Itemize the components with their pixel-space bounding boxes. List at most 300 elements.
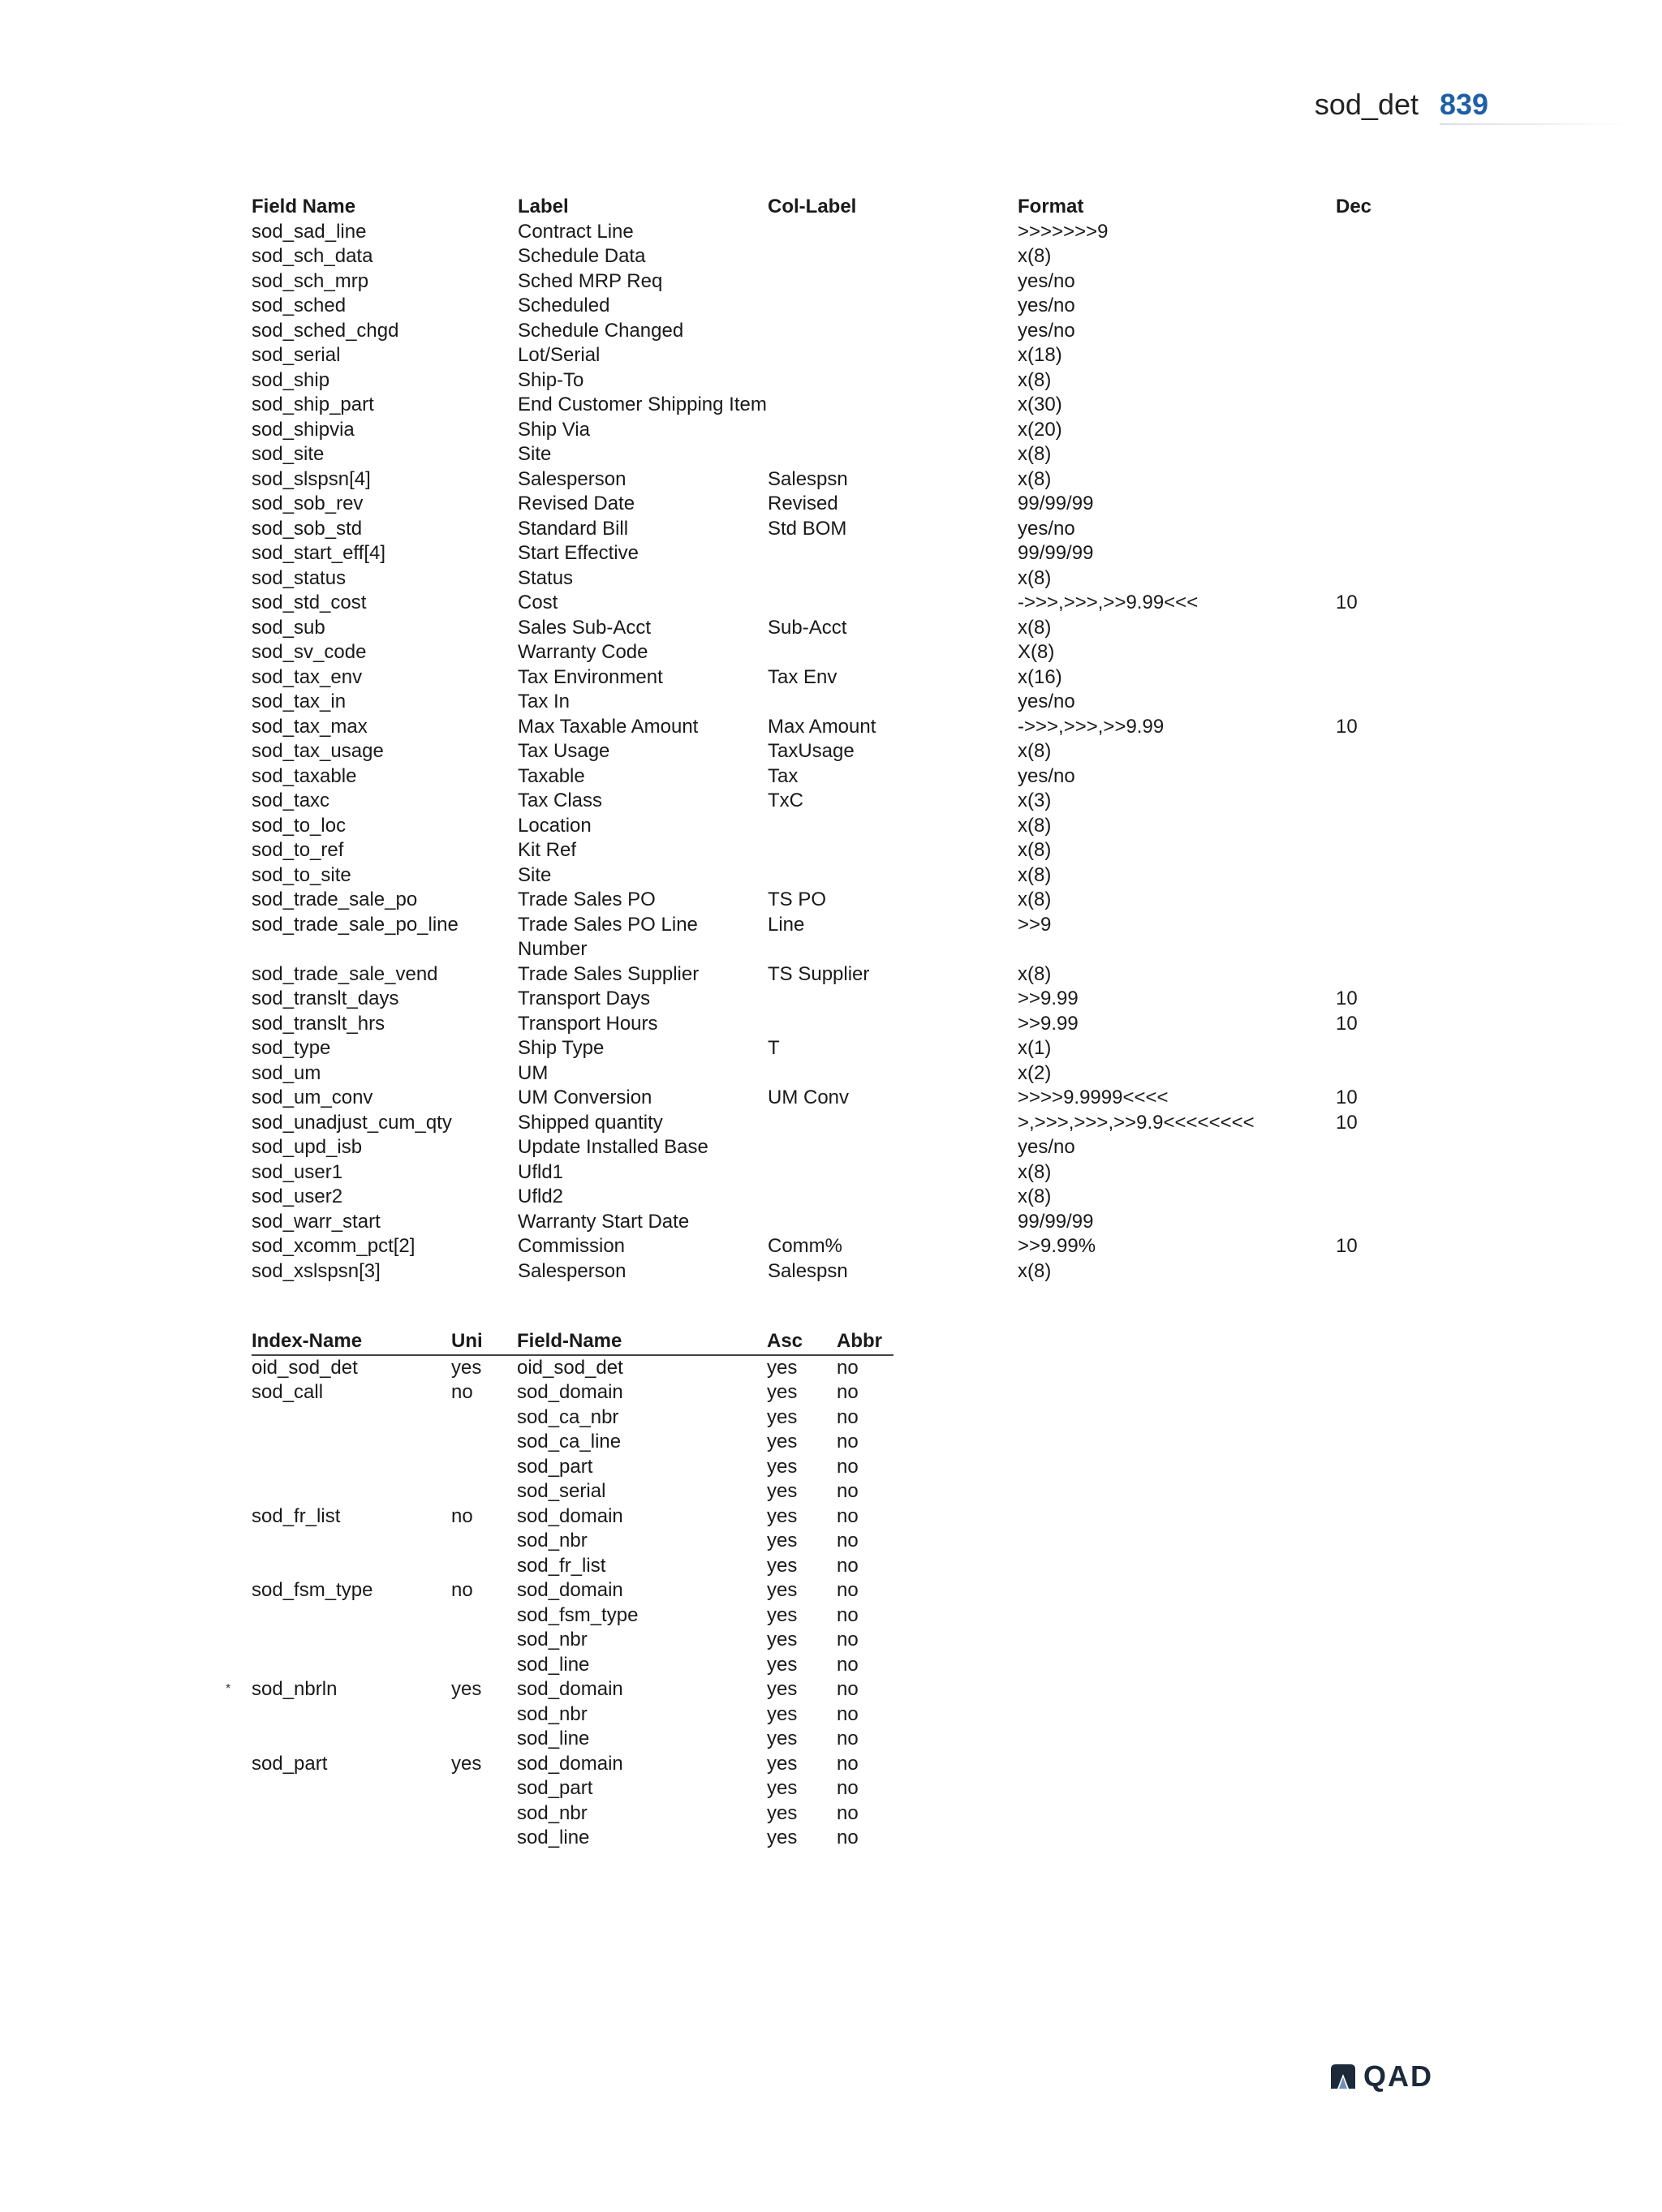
cell-label: Revised Date bbox=[518, 493, 635, 514]
cell-format: x(30) bbox=[1018, 394, 1062, 415]
cell-col-label: TaxUsage bbox=[768, 740, 855, 762]
table-row bbox=[252, 665, 1420, 691]
cell-label: Trade Sales PO Line Number bbox=[518, 913, 698, 960]
cell-abbr: no bbox=[837, 1801, 859, 1824]
col-header-uni: Uni bbox=[451, 1329, 517, 1356]
cell-col-label bbox=[768, 220, 1018, 245]
cell-dec bbox=[1336, 244, 1409, 269]
cell-asc: yes bbox=[767, 1381, 798, 1403]
table-row bbox=[226, 1702, 893, 1728]
cell-dec bbox=[1336, 739, 1409, 764]
page-header bbox=[0, 88, 1662, 136]
cell-format: 99/99/99 bbox=[1018, 493, 1094, 514]
cell-label: Ufld1 bbox=[518, 1160, 564, 1183]
table-row bbox=[226, 1727, 893, 1752]
cell-field-name: sod_sched bbox=[252, 295, 347, 316]
cell-field-name: sod_status bbox=[252, 566, 347, 589]
cell-dec bbox=[1336, 541, 1409, 566]
cell-format: x(8) bbox=[1018, 839, 1052, 861]
table-row bbox=[252, 244, 1420, 269]
cell-dec: 10 bbox=[1336, 592, 1358, 613]
cell-format: x(2) bbox=[1018, 1061, 1052, 1084]
logo-text: QAD bbox=[1363, 2059, 1433, 2093]
cell-dec bbox=[1336, 913, 1409, 962]
cell-field-name: sod_domain bbox=[517, 1579, 623, 1601]
cell-uni bbox=[451, 1801, 517, 1827]
cell-abbr: no bbox=[837, 1678, 859, 1700]
cell-label: Tax In bbox=[518, 691, 571, 712]
cell-col-label: TS PO bbox=[768, 889, 827, 910]
table-row bbox=[252, 888, 1420, 913]
cell-format: yes/no bbox=[1018, 1136, 1075, 1158]
cell-primary-marker: * bbox=[226, 1682, 231, 1696]
cell-asc: yes bbox=[767, 1702, 798, 1725]
table-row bbox=[252, 863, 1420, 889]
cell-uni bbox=[451, 1826, 517, 1851]
cell-label: Scheduled bbox=[518, 295, 610, 316]
cell-field-name: sod_sch_mrp bbox=[252, 269, 369, 292]
cell-field-name: sod_um_conv bbox=[252, 1087, 373, 1108]
fields-body bbox=[252, 220, 1420, 1285]
cell-field-name: sod_sob_std bbox=[252, 517, 363, 540]
table-row bbox=[226, 1801, 893, 1827]
table-row bbox=[252, 418, 1420, 443]
cell-format: yes/no bbox=[1018, 319, 1075, 342]
fields-table bbox=[252, 195, 1420, 1284]
cell-label: Ship Type bbox=[518, 1037, 605, 1059]
cell-index-name: sod_nbrln bbox=[252, 1678, 338, 1700]
cell-format: x(8) bbox=[1018, 616, 1052, 639]
cell-col-label: Revised bbox=[768, 493, 838, 514]
cell-field-name: sod_unadjust_cum_qty bbox=[252, 1111, 452, 1134]
cell-primary-marker bbox=[226, 1727, 252, 1752]
cell-format: >>9.99% bbox=[1018, 1235, 1096, 1257]
table-row bbox=[252, 987, 1420, 1012]
cell-label: Contract Line bbox=[518, 220, 634, 243]
cell-field-name: sod_fsm_type bbox=[517, 1603, 639, 1626]
cell-asc: yes bbox=[767, 1653, 798, 1676]
cell-dec bbox=[1336, 319, 1409, 344]
cell-primary-marker bbox=[226, 1578, 252, 1603]
cell-dec bbox=[1336, 863, 1409, 889]
cell-abbr: no bbox=[837, 1356, 859, 1379]
cell-col-label bbox=[768, 1111, 1018, 1136]
cell-col-label: Tax Env bbox=[768, 665, 837, 688]
cell-field-name: sod_translt_days bbox=[252, 988, 399, 1009]
cell-index-name bbox=[252, 1727, 451, 1752]
index-table bbox=[226, 1329, 893, 1851]
table-row bbox=[226, 1603, 893, 1629]
cell-label: Salesperson bbox=[518, 1259, 626, 1282]
cell-field-name: oid_sod_det bbox=[517, 1356, 623, 1379]
cell-uni: no bbox=[451, 1504, 473, 1527]
cell-dec bbox=[1336, 1160, 1409, 1186]
cell-field-name: sod_sad_line bbox=[252, 220, 367, 243]
table-row bbox=[226, 1380, 893, 1405]
cell-col-label: Std BOM bbox=[768, 517, 847, 540]
header-rule bbox=[1440, 123, 1631, 125]
cell-asc: yes bbox=[767, 1504, 798, 1527]
cell-col-label bbox=[768, 1210, 1018, 1235]
cell-format: x(8) bbox=[1018, 814, 1052, 837]
cell-label: Kit Ref bbox=[518, 839, 577, 861]
cell-dec bbox=[1336, 764, 1409, 790]
cell-uni bbox=[451, 1529, 517, 1554]
cell-field-name: sod_ca_nbr bbox=[517, 1405, 619, 1428]
cell-field-name: sod_start_eff[4] bbox=[252, 542, 385, 564]
cell-field-name: sod_slspsn[4] bbox=[252, 467, 371, 490]
cell-format: x(8) bbox=[1018, 467, 1052, 490]
cell-format: x(20) bbox=[1018, 418, 1062, 441]
table-row bbox=[252, 1012, 1420, 1037]
cell-field-name: sod_to_loc bbox=[252, 814, 347, 837]
cell-primary-marker bbox=[226, 1405, 252, 1431]
cell-label: Transport Days bbox=[518, 988, 651, 1009]
cell-field-name: sod_to_site bbox=[252, 863, 351, 886]
table-row bbox=[252, 1036, 1420, 1061]
cell-asc: yes bbox=[767, 1356, 798, 1379]
cell-abbr: no bbox=[837, 1504, 859, 1527]
cell-primary-marker bbox=[226, 1603, 252, 1629]
cell-dec bbox=[1336, 294, 1409, 319]
cell-index-name bbox=[252, 1554, 451, 1579]
cell-index-name: sod_fr_list bbox=[252, 1504, 341, 1527]
cell-field-name: sod_sched_chgd bbox=[252, 319, 399, 342]
cell-primary-marker bbox=[226, 1628, 252, 1653]
col-header-field-name: Field Name bbox=[252, 196, 356, 217]
cell-format: x(16) bbox=[1018, 665, 1062, 688]
cell-primary-marker bbox=[226, 1801, 252, 1827]
cell-dec bbox=[1336, 1185, 1409, 1210]
table-row bbox=[252, 739, 1420, 764]
cell-col-label: T bbox=[768, 1037, 780, 1059]
cell-col-label bbox=[768, 418, 1018, 443]
cell-index-name: sod_call bbox=[252, 1381, 324, 1403]
cell-field-name: sod_ca_line bbox=[517, 1431, 622, 1452]
index-header-row bbox=[226, 1329, 893, 1356]
cell-asc: yes bbox=[767, 1579, 798, 1601]
cell-col-label bbox=[768, 244, 1018, 269]
cell-index-name bbox=[252, 1455, 451, 1480]
cell-col-label: TxC bbox=[768, 790, 803, 811]
col-header-asc: Asc bbox=[767, 1329, 837, 1356]
cell-format: X(8) bbox=[1018, 641, 1055, 663]
table-row bbox=[226, 1430, 893, 1455]
cell-label: Sched MRP Req bbox=[518, 269, 663, 292]
cell-field-name: sod_part bbox=[517, 1777, 593, 1799]
cell-format: yes/no bbox=[1018, 517, 1075, 540]
cell-label: Schedule Changed bbox=[518, 319, 684, 342]
cell-field-name: sod_line bbox=[517, 1653, 590, 1676]
cell-uni: yes bbox=[451, 1356, 482, 1379]
table-row bbox=[252, 616, 1420, 641]
cell-field-name: sod_translt_hrs bbox=[252, 1012, 385, 1035]
table-row bbox=[252, 517, 1420, 542]
cell-field-name: sod_xslspsn[3] bbox=[252, 1259, 381, 1282]
cell-col-label bbox=[768, 591, 1018, 616]
cell-format: x(3) bbox=[1018, 790, 1052, 811]
cell-abbr: no bbox=[837, 1653, 859, 1676]
cell-abbr: no bbox=[837, 1752, 859, 1775]
cell-abbr: no bbox=[837, 1728, 859, 1749]
table-row bbox=[226, 1677, 893, 1702]
cell-field-name: sod_ship_part bbox=[252, 394, 374, 415]
table-name: sod_det bbox=[1314, 88, 1419, 121]
cell-index-name bbox=[252, 1479, 451, 1504]
cell-dec bbox=[1336, 492, 1409, 517]
cell-field-name: sod_trade_sale_po_line bbox=[252, 913, 459, 936]
table-row bbox=[226, 1628, 893, 1653]
cell-col-label: Max Amount bbox=[768, 715, 876, 738]
cell-field-name: sod_warr_start bbox=[252, 1210, 381, 1233]
cell-col-label: TS Supplier bbox=[768, 962, 870, 985]
table-row bbox=[252, 1160, 1420, 1186]
cell-index-name bbox=[252, 1801, 451, 1827]
cell-field-name: sod_user2 bbox=[252, 1186, 343, 1207]
table-row bbox=[252, 962, 1420, 988]
cell-label: Trade Sales Supplier bbox=[518, 962, 700, 985]
cell-field-name: sod_sv_code bbox=[252, 641, 367, 663]
cell-abbr: no bbox=[837, 1381, 859, 1403]
cell-label: Ship-To bbox=[518, 368, 584, 391]
cell-abbr: no bbox=[837, 1827, 859, 1848]
cell-dec bbox=[1336, 690, 1409, 715]
cell-index-name bbox=[252, 1430, 451, 1455]
cell-index-name bbox=[252, 1529, 451, 1554]
cell-asc: yes bbox=[767, 1629, 798, 1650]
cell-dec bbox=[1336, 442, 1409, 467]
cell-label: Ufld2 bbox=[518, 1186, 564, 1207]
table-row bbox=[252, 1135, 1420, 1160]
cell-primary-marker bbox=[226, 1479, 252, 1504]
cell-abbr: no bbox=[837, 1455, 859, 1478]
cell-label: Site bbox=[518, 863, 552, 886]
cell-index-name bbox=[252, 1405, 451, 1431]
cell-dec: 10 bbox=[1336, 1111, 1358, 1134]
cell-format: ->>>,>>>,>>9.99<<< bbox=[1018, 592, 1199, 613]
cell-col-label bbox=[768, 319, 1018, 344]
index-body bbox=[226, 1356, 893, 1851]
cell-dec bbox=[1336, 962, 1409, 988]
cell-label: Tax Environment bbox=[518, 665, 663, 688]
cell-label: Sales Sub-Acct bbox=[518, 616, 652, 639]
cell-col-label: Line bbox=[768, 913, 805, 936]
cell-col-label bbox=[768, 294, 1018, 319]
cell-dec bbox=[1336, 467, 1409, 493]
cell-label: Schedule Data bbox=[518, 245, 646, 267]
cell-asc: yes bbox=[767, 1455, 798, 1478]
cell-label: Location bbox=[518, 814, 592, 837]
cell-dec bbox=[1336, 220, 1409, 245]
cell-col-label: Salespsn bbox=[768, 1259, 848, 1282]
cell-field-name: sod_domain bbox=[517, 1752, 623, 1775]
cell-field-name: sod_serial bbox=[517, 1480, 606, 1502]
cell-dec: 10 bbox=[1336, 715, 1358, 738]
table-row bbox=[252, 492, 1420, 517]
cell-label: Shipped quantity bbox=[518, 1111, 663, 1134]
col-header-label: Label bbox=[518, 196, 569, 217]
table-row bbox=[226, 1752, 893, 1777]
cell-field-name: sod_serial bbox=[252, 344, 341, 366]
cell-field-name: sod_xcomm_pct[2] bbox=[252, 1235, 416, 1257]
cell-asc: yes bbox=[767, 1480, 798, 1502]
cell-label: Tax Class bbox=[518, 790, 603, 811]
cell-uni bbox=[451, 1702, 517, 1728]
cell-dec bbox=[1336, 616, 1409, 641]
cell-field-name: sod_nbr bbox=[517, 1801, 588, 1824]
cell-uni bbox=[451, 1776, 517, 1801]
cell-dec bbox=[1336, 393, 1409, 418]
table-row bbox=[226, 1554, 893, 1579]
cell-primary-marker bbox=[226, 1653, 252, 1678]
cell-col-label bbox=[768, 814, 1018, 839]
cell-label: UM Conversion bbox=[518, 1087, 652, 1108]
cell-dec bbox=[1336, 789, 1409, 814]
cell-field-name: sod_part bbox=[517, 1455, 593, 1478]
cell-col-label bbox=[768, 640, 1018, 665]
cell-index-name bbox=[252, 1702, 451, 1728]
cell-label: Salesperson bbox=[518, 467, 626, 490]
cell-dec bbox=[1336, 368, 1409, 394]
table-row bbox=[252, 467, 1420, 493]
col-header-dec: Dec bbox=[1336, 196, 1372, 217]
cell-format: ->>>,>>>,>>9.99 bbox=[1018, 715, 1165, 738]
cell-uni bbox=[451, 1479, 517, 1504]
cell-dec bbox=[1336, 1061, 1409, 1087]
cell-abbr: no bbox=[837, 1629, 859, 1650]
cell-uni: yes bbox=[451, 1678, 482, 1700]
cell-field-name: sod_domain bbox=[517, 1678, 623, 1700]
table-row bbox=[252, 269, 1420, 295]
col-header-field-name: Field-Name bbox=[517, 1329, 767, 1356]
cell-primary-marker bbox=[226, 1554, 252, 1579]
cell-format: >>9 bbox=[1018, 913, 1052, 936]
cell-format: x(8) bbox=[1018, 740, 1052, 762]
cell-format: x(8) bbox=[1018, 1160, 1052, 1183]
cell-primary-marker bbox=[226, 1776, 252, 1801]
cell-label: Standard Bill bbox=[518, 517, 629, 540]
table-row bbox=[226, 1578, 893, 1603]
cell-asc: yes bbox=[767, 1431, 798, 1452]
cell-col-label bbox=[768, 1012, 1018, 1037]
cell-format: x(8) bbox=[1018, 566, 1052, 589]
cell-asc: yes bbox=[767, 1554, 798, 1577]
col-header-abbr: Abbr bbox=[837, 1329, 893, 1356]
cell-abbr: no bbox=[837, 1777, 859, 1799]
cell-uni bbox=[451, 1554, 517, 1579]
cell-abbr: no bbox=[837, 1603, 859, 1626]
cell-field-name: sod_domain bbox=[517, 1504, 623, 1527]
col-header-col-label: Col-Label bbox=[768, 196, 857, 217]
cell-field-name: sod_sch_data bbox=[252, 245, 373, 267]
cell-format: >>>>9.9999<<<< bbox=[1018, 1087, 1169, 1108]
table-row bbox=[252, 1210, 1420, 1235]
table-row bbox=[252, 220, 1420, 245]
cell-format: x(18) bbox=[1018, 344, 1062, 366]
cell-format: x(8) bbox=[1018, 1186, 1052, 1207]
table-row bbox=[252, 789, 1420, 814]
cell-index-name: oid_sod_det bbox=[252, 1356, 358, 1379]
cell-format: >>>>>>>9 bbox=[1018, 220, 1109, 243]
cell-col-label bbox=[768, 343, 1018, 368]
cell-col-label bbox=[768, 442, 1018, 467]
cell-primary-marker bbox=[226, 1504, 252, 1530]
cell-format: >>9.99 bbox=[1018, 1012, 1079, 1035]
cell-primary-marker bbox=[226, 1752, 252, 1777]
cell-col-label: Salespsn bbox=[768, 467, 848, 490]
cell-field-name: sod_trade_sale_po bbox=[252, 889, 418, 910]
cell-field-name: sod_domain bbox=[517, 1381, 623, 1403]
cell-primary-marker bbox=[226, 1356, 252, 1381]
cell-col-label bbox=[768, 863, 1018, 889]
cell-asc: yes bbox=[767, 1777, 798, 1799]
table-row bbox=[252, 913, 1420, 962]
cell-primary-marker bbox=[226, 1455, 252, 1480]
cell-format: yes/no bbox=[1018, 295, 1075, 316]
table-row bbox=[252, 1259, 1420, 1285]
cell-field-name: sod_to_ref bbox=[252, 839, 344, 861]
cell-label: Status bbox=[518, 566, 574, 589]
cell-dec bbox=[1336, 838, 1409, 863]
table-row bbox=[226, 1653, 893, 1678]
cell-col-label bbox=[768, 541, 1018, 566]
cell-dec bbox=[1336, 1210, 1409, 1235]
table-row bbox=[252, 1061, 1420, 1087]
page-number: 839 bbox=[1440, 88, 1489, 121]
cell-field-name: sod_user1 bbox=[252, 1160, 343, 1183]
cell-dec bbox=[1336, 418, 1409, 443]
cell-format: x(8) bbox=[1018, 368, 1052, 391]
cell-field-name: sod_site bbox=[252, 443, 325, 465]
table-row bbox=[252, 715, 1420, 740]
table-row bbox=[252, 690, 1420, 715]
cell-index-name bbox=[252, 1653, 451, 1678]
cell-dec bbox=[1336, 269, 1409, 295]
cell-uni bbox=[451, 1727, 517, 1752]
table-row bbox=[252, 640, 1420, 665]
cell-field-name: sod_nbr bbox=[517, 1702, 588, 1725]
cell-label: Tax Usage bbox=[518, 740, 610, 762]
cell-field-name: sod_shipvia bbox=[252, 418, 355, 441]
cell-label: Site bbox=[518, 443, 552, 465]
table-row bbox=[226, 1405, 893, 1431]
table-row bbox=[252, 1111, 1420, 1136]
table-row bbox=[252, 814, 1420, 839]
cell-field-name: sod_sob_rev bbox=[252, 493, 364, 514]
table-row bbox=[252, 1086, 1420, 1111]
cell-dec: 10 bbox=[1336, 1235, 1358, 1257]
cell-field-name: sod_tax_in bbox=[252, 691, 347, 712]
cell-dec bbox=[1336, 1036, 1409, 1061]
col-header-index-name: Index-Name bbox=[252, 1329, 451, 1356]
cell-label: Transport Hours bbox=[518, 1012, 658, 1035]
table-row bbox=[252, 319, 1420, 344]
cell-col-label bbox=[768, 690, 1018, 715]
cell-col-label bbox=[768, 838, 1018, 863]
cell-label: Ship Via bbox=[518, 418, 590, 441]
cell-dec bbox=[1336, 665, 1409, 691]
cell-format: 99/99/99 bbox=[1018, 1210, 1094, 1233]
cell-uni bbox=[451, 1430, 517, 1455]
cell-abbr: no bbox=[837, 1405, 859, 1428]
cell-field-name: sod_trade_sale_vend bbox=[252, 962, 438, 985]
cell-format: x(8) bbox=[1018, 889, 1052, 910]
cell-col-label bbox=[768, 566, 1018, 592]
cell-uni bbox=[451, 1405, 517, 1431]
cell-field-name: sod_nbr bbox=[517, 1530, 588, 1551]
cell-dec bbox=[1336, 640, 1409, 665]
cell-field-name: sod_upd_isb bbox=[252, 1136, 363, 1158]
